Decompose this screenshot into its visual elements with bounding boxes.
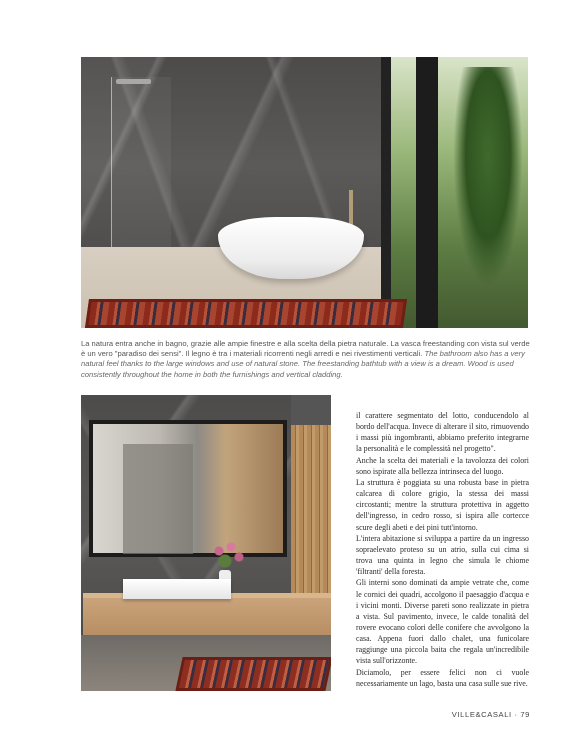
body-paragraph: Diciamolo, per essere felici non ci vuole necessariamente un lago, basta una casa sulle sue rive. xyxy=(356,667,529,688)
wood-vanity xyxy=(83,593,331,635)
body-paragraph: Anche la scelta dei materiali e la tavolozza dei colori sono ispirate alla bellezza intrinseca del luogo. xyxy=(356,455,529,476)
folio-separator: · xyxy=(514,710,518,719)
mirror-reflection xyxy=(123,444,193,554)
page-folio xyxy=(440,710,530,719)
mirror xyxy=(89,420,287,557)
page-number: 79 xyxy=(520,710,530,719)
shower-head xyxy=(116,79,151,84)
persian-rug xyxy=(85,299,407,328)
bathroom-tub-photo xyxy=(81,57,528,328)
body-paragraph: L'intera abitazione si sviluppa a partire da un ingresso sopraelevato proteso su un atrio, sulla cui cima si trova una quinta in legno che simula le chiome 'filtranti' della foresta. xyxy=(356,533,529,577)
window-frame xyxy=(381,57,391,328)
basin-sink xyxy=(123,579,231,599)
body-paragraph: La struttura è poggiata su una robusta base in pietra calcarea di colore grigio, la stessa dei massi circostanti; mentre la struttura protettiva in aggetto dell'ingresso, in cedro rosso, si ispira alle cortecce scure degli abeti e dei pini tutt'intorno. xyxy=(356,477,529,532)
body-paragraph: il carattere segmentato del lotto, conducendolo al bordo dell'acqua. Invece di alterare il sito, rimuovendo i massi più ingombranti, abbiamo preferito integrarne la personalità e le complessità nel progetto". xyxy=(356,411,529,454)
bathroom-vanity-photo xyxy=(81,395,331,691)
window-frame-post xyxy=(416,57,438,328)
caption-english: The bathroom also has a very natural feel thanks to the large windows and use of natural stone. The freestanding bathtub with a view is a dream. Wood is used consistently throughout the home in both the furnishings and vertical cladding. xyxy=(81,349,525,379)
photo-caption xyxy=(81,339,531,380)
magazine-name: VILLE&CASALI xyxy=(451,710,512,719)
orchid-flowers xyxy=(207,535,247,575)
article-body xyxy=(356,410,529,689)
body-paragraph: Gli interni sono dominati da ampie vetrate che, come le cornici dei quadri, accolgono il paesaggio d'acqua e i vicini monti. Diverse pareti sono realizzate in pietra a vista. Sul pavimento, invece, le calde tonalità del rovere evocano colori delle conifere che avvolgono la casa. Appena fuori dallo chalet, una funicolare raggiunge una piccola baita che regala un'incredibile vista sull'orizzonte. xyxy=(356,578,529,666)
tree xyxy=(453,67,523,287)
caption-italian: La natura entra anche in bagno, grazie alle ampie finestre e alla scelta della pietra naturale. La vasca freestanding con vista sul verde è un vero "paradiso dei sensi". Il legno è tra i materiali ricorrenti negli arredi e nei rivestimenti verticali. xyxy=(81,339,530,359)
persian-rug xyxy=(175,657,331,691)
